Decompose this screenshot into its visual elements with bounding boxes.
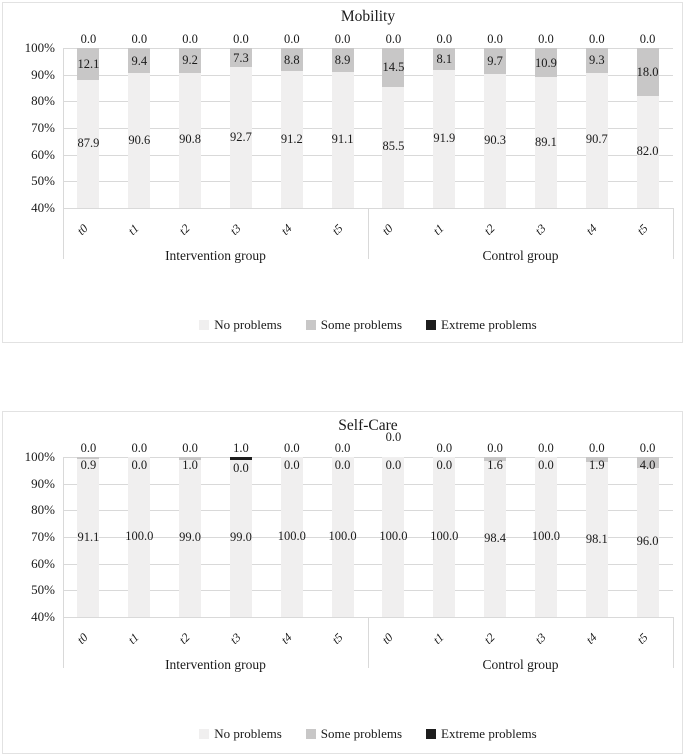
value-label-no-problems: 85.5 [382, 139, 405, 154]
value-label-extreme-problems: 0.0 [436, 32, 453, 46]
value-label-no-problems: 91.1 [331, 131, 354, 146]
value-label-some-problems: 9.4 [131, 53, 148, 68]
value-label-no-problems: 98.1 [585, 531, 608, 546]
legend-swatch-extreme-problems [426, 320, 436, 330]
value-label-some-problems: 8.9 [334, 52, 351, 67]
y-axis-tick-label: 80% [31, 502, 55, 518]
value-label-some-problems: 0.0 [334, 458, 351, 472]
value-label-no-problems: 100.0 [125, 529, 154, 543]
value-label-extreme-problems: 0.0 [131, 32, 148, 46]
category-tick-label: t1 [430, 630, 447, 647]
gridline [63, 101, 673, 102]
legend [63, 316, 673, 334]
value-label-extreme-problems: 0.0 [385, 32, 402, 46]
legend [63, 725, 673, 743]
category-tick-label: t2 [176, 630, 193, 647]
bar [586, 48, 608, 208]
bar [281, 48, 303, 208]
gridline [63, 75, 673, 76]
legend-label: Extreme problems [441, 726, 537, 741]
self-care-chart-panel [2, 411, 683, 754]
value-label-extreme-problems: 0.0 [538, 441, 554, 455]
gridline [63, 155, 673, 156]
gridline [63, 484, 673, 485]
value-label-no-problems: 100.0 [430, 529, 459, 543]
value-label-some-problems: 10.9 [534, 55, 557, 70]
gridline [63, 181, 673, 182]
value-label-some-problems: 9.7 [487, 53, 503, 68]
value-label-no-problems: 99.0 [229, 530, 252, 545]
y-axis-tick-label: 90% [31, 475, 55, 491]
value-label-no-problems: 98.4 [484, 531, 507, 546]
legend-label: Some problems [320, 317, 403, 332]
value-label-extreme-problems: 0.0 [182, 32, 198, 46]
category-tick-label: t0 [379, 630, 397, 647]
value-label-some-problems: 9.3 [588, 53, 605, 68]
gridline [63, 48, 673, 49]
gridline [63, 564, 673, 565]
category-tick-label: t1 [430, 221, 447, 238]
category-tick-label: t4 [582, 221, 600, 238]
value-label-some-problems: 0.0 [233, 460, 249, 475]
group-label: Control group [482, 657, 559, 672]
bar [77, 48, 99, 208]
value-label-no-problems: 82.0 [636, 144, 659, 158]
value-label-some-problems: 0.0 [538, 458, 554, 472]
value-label-some-problems: 1.0 [182, 458, 198, 472]
legend-swatch-no-problems [199, 320, 209, 330]
value-label-no-problems: 89.1 [534, 134, 557, 149]
category-tick-label: t3 [226, 630, 244, 647]
value-label-some-problems: 0.0 [436, 458, 453, 472]
legend-item [426, 317, 537, 333]
y-axis-tick-label: 80% [31, 93, 55, 109]
value-label-some-problems: 9.2 [182, 53, 198, 68]
value-label-some-problems: 0.0 [131, 458, 148, 472]
value-label-extreme-problems: 1.0 [233, 441, 249, 455]
value-label-extreme-problems: 0.0 [588, 441, 605, 455]
category-tick-label: t3 [531, 630, 549, 647]
legend-swatch-some-problems [306, 320, 316, 330]
bar [179, 48, 201, 208]
value-label-some-problems: 0.0 [283, 458, 300, 472]
group-label: Intervention group [165, 248, 266, 263]
value-label-no-problems: 91.2 [280, 131, 303, 146]
y-axis-tick-label: 50% [31, 582, 55, 598]
category-tick-label: t4 [582, 630, 600, 647]
category-tick-label: t3 [531, 221, 549, 238]
y-axis-tick-label: 70% [31, 529, 55, 544]
value-label-no-problems: 87.9 [77, 136, 100, 151]
bar [230, 48, 252, 208]
category-tick-label: t5 [328, 630, 346, 647]
category-tick-label: t4 [277, 221, 295, 238]
category-tick-label: t2 [481, 221, 498, 238]
bar [433, 48, 455, 208]
group-label: Intervention group [165, 657, 266, 672]
category-tick-label: t0 [74, 221, 92, 238]
value-label-extreme-problems: 0.0 [182, 441, 198, 455]
bar [332, 48, 354, 208]
legend-label: No problems [214, 726, 282, 741]
value-label-some-problems: 7.3 [233, 50, 249, 65]
value-label-no-problems: 90.7 [585, 132, 608, 147]
value-label-no-problems: 91.1 [77, 530, 100, 545]
value-label-extreme-problems: 0.0 [283, 32, 300, 46]
value-label-no-problems: 90.8 [179, 132, 202, 147]
value-label-no-problems: 99.0 [179, 530, 202, 545]
value-label-extreme-problems: 0.0 [334, 32, 351, 46]
value-label-extreme-problems: 0.0 [588, 32, 605, 46]
legend-label: Extreme problems [441, 317, 537, 332]
mobility-chart-panel [2, 2, 683, 343]
y-axis-tick-label: 70% [31, 120, 55, 135]
value-label-some-problems: 18.0 [636, 65, 659, 79]
category-tick-label: t0 [379, 221, 397, 238]
value-label-no-problems: 100.0 [277, 529, 306, 543]
y-axis-tick-label: 60% [31, 146, 55, 162]
y-axis-tick-label: 60% [31, 555, 55, 571]
value-label-no-problems: 100.0 [379, 529, 408, 543]
category-tick-label: t5 [328, 221, 346, 238]
legend-item [306, 317, 402, 333]
value-label-some-problems: 4.0 [639, 458, 656, 472]
legend-label: No problems [214, 317, 282, 332]
category-tick-label: t1 [125, 630, 142, 647]
value-label-some-problems: 8.1 [436, 51, 453, 66]
value-label-extreme-problems: 0.0 [80, 32, 97, 46]
category-tick-label: t5 [633, 630, 651, 647]
value-label-no-problems: 100.0 [531, 529, 560, 543]
y-axis-tick-label: 40% [31, 200, 55, 215]
value-label-no-problems: 90.6 [128, 132, 151, 147]
value-label-extreme-problems: 0.0 [233, 32, 249, 46]
value-label-some-problems: 1.9 [588, 458, 605, 472]
value-label-extreme-problems: 0.0 [385, 430, 402, 444]
legend-item [199, 726, 282, 742]
legend-item [306, 726, 402, 742]
category-separator [673, 617, 674, 668]
value-label-no-problems: 90.3 [484, 132, 507, 147]
value-label-extreme-problems: 0.0 [334, 441, 351, 455]
category-separator [673, 208, 674, 259]
value-label-no-problems: 92.7 [229, 129, 252, 144]
value-label-some-problems: 8.8 [283, 52, 300, 67]
category-tick-label: t0 [74, 630, 92, 647]
y-axis-tick-label: 40% [31, 609, 55, 624]
value-label-extreme-problems: 0.0 [80, 441, 97, 455]
bar [484, 48, 506, 208]
legend-item [199, 317, 282, 333]
value-label-some-problems: 0.9 [80, 458, 97, 472]
y-axis-tick-label: 50% [31, 173, 55, 189]
value-label-extreme-problems: 0.0 [639, 441, 656, 455]
bar [128, 48, 150, 208]
value-label-extreme-problems: 0.0 [487, 441, 503, 455]
value-label-some-problems: 1.6 [487, 458, 503, 472]
value-label-no-problems: 100.0 [328, 529, 357, 543]
category-tick-label: t2 [176, 221, 193, 238]
gridline [63, 128, 673, 129]
value-label-extreme-problems: 0.0 [131, 441, 148, 455]
y-axis-line [63, 48, 64, 208]
legend-swatch-extreme-problems [426, 729, 436, 739]
value-label-some-problems: 14.5 [382, 60, 405, 75]
legend-label: Some problems [320, 726, 403, 741]
category-tick-label: t2 [481, 630, 498, 647]
y-axis-line [63, 457, 64, 617]
value-label-extreme-problems: 0.0 [487, 32, 503, 46]
value-label-some-problems: 0.0 [385, 458, 402, 472]
legend-item [426, 726, 537, 742]
y-axis-tick-label: 100% [24, 40, 55, 55]
chart-title: Mobility [340, 8, 396, 25]
value-label-extreme-problems: 0.0 [538, 32, 554, 46]
value-label-some-problems: 12.1 [77, 57, 100, 72]
value-label-extreme-problems: 0.0 [283, 441, 300, 455]
legend-swatch-no-problems [199, 729, 209, 739]
gridline [63, 510, 673, 511]
category-tick-label: t4 [277, 630, 295, 647]
bar [535, 48, 557, 208]
legend-swatch-some-problems [306, 729, 316, 739]
category-tick-label: t3 [226, 221, 244, 238]
y-axis-tick-label: 100% [24, 449, 55, 464]
value-label-extreme-problems: 0.0 [436, 441, 453, 455]
value-label-no-problems: 91.9 [433, 130, 456, 145]
value-label-extreme-problems: 0.0 [639, 32, 656, 46]
chart-title: Self-Care [338, 417, 398, 434]
category-tick-label: t5 [633, 221, 651, 238]
y-axis-tick-label: 90% [31, 66, 55, 82]
group-label: Control group [482, 248, 559, 263]
category-tick-label: t1 [125, 221, 142, 238]
gridline [63, 590, 673, 591]
value-label-no-problems: 96.0 [636, 534, 659, 549]
